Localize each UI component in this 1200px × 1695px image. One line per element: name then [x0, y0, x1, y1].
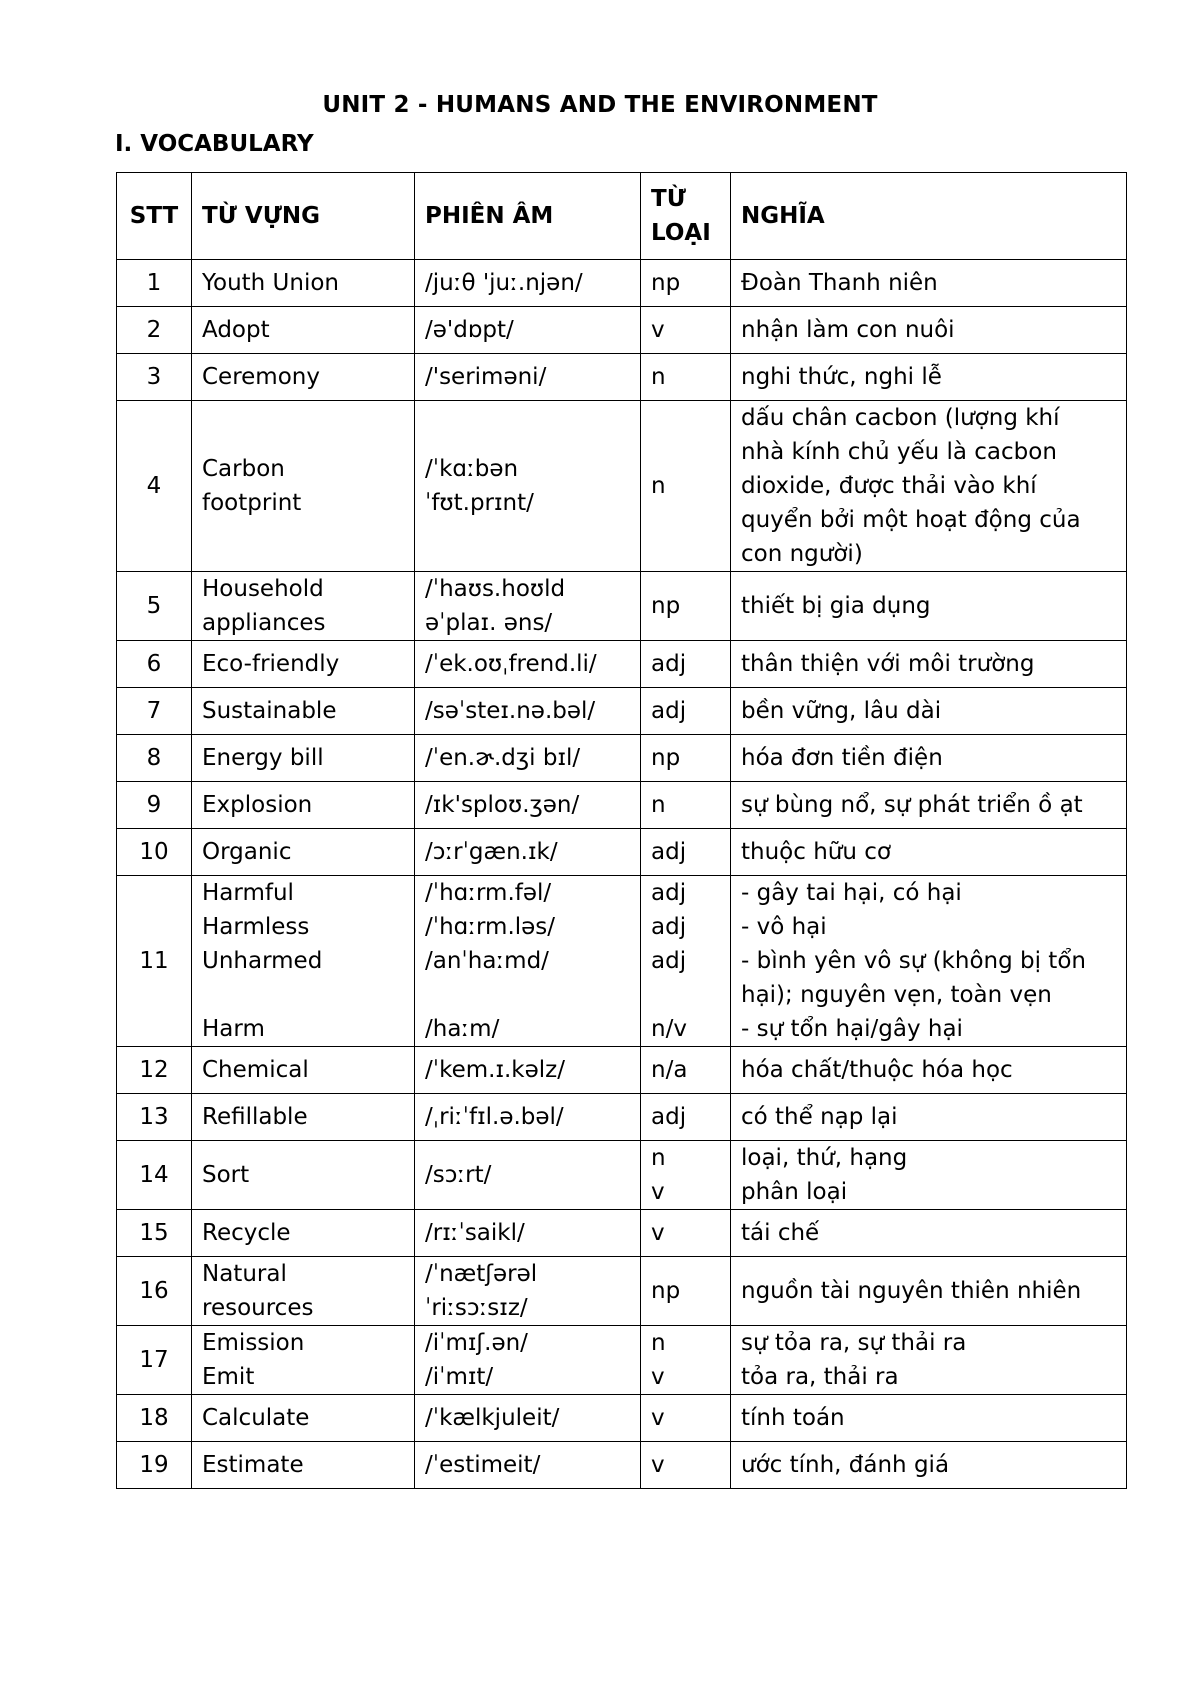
pos-line: n	[651, 1145, 666, 1171]
pos-line	[651, 978, 720, 1012]
word-line: Natural	[202, 1261, 287, 1287]
word-line: Adopt	[202, 317, 270, 343]
word-line: Eco-friendly	[202, 651, 340, 677]
meaning-line: bền vững, lâu dài	[741, 698, 942, 724]
ipa-line: /ɔːrˈgæn.ɪk/	[425, 839, 558, 865]
word-line	[202, 978, 404, 1012]
pos-cell	[641, 688, 731, 735]
ipa-line: /ˈek.oʊˌfrend.li/	[425, 651, 597, 677]
table-row	[117, 735, 1127, 782]
word-line: Harm	[202, 1016, 265, 1042]
meaning-line: sự tỏa ra, sự thải ra	[741, 1330, 967, 1356]
meaning-cell	[731, 735, 1127, 782]
meaning-line: quyển bởi một hoạt động của	[741, 507, 1081, 533]
word-line: Sort	[202, 1162, 250, 1188]
pos-line: np	[651, 270, 681, 296]
meaning-cell	[731, 1395, 1127, 1442]
ipa-cell	[415, 307, 641, 354]
pos-cell	[641, 1047, 731, 1094]
ipa-cell	[415, 782, 641, 829]
header-stt: STT	[117, 173, 192, 260]
meaning-line: nghi thức, nghi lễ	[741, 364, 942, 390]
word-cell	[192, 829, 415, 876]
word-line: footprint	[202, 490, 302, 516]
meaning-cell	[731, 572, 1127, 641]
stt-cell: 18	[117, 1395, 192, 1442]
word-line: Recycle	[202, 1220, 291, 1246]
pos-cell	[641, 1257, 731, 1326]
ipa-line: /iˈmɪʃ.ən/	[425, 1330, 528, 1356]
table-row	[117, 1395, 1127, 1442]
meaning-cell	[731, 876, 1127, 1047]
word-cell	[192, 1257, 415, 1326]
section-heading: I. VOCABULARY	[115, 131, 314, 157]
pos-line: adj	[651, 1104, 687, 1130]
pos-line: v	[651, 1364, 665, 1390]
table-row	[117, 829, 1127, 876]
ipa-line: ˈfʊt.prɪnt/	[425, 490, 534, 516]
ipa-line: /ˈhaʊs.hoʊld	[425, 576, 566, 602]
vocabulary-table	[116, 172, 1127, 1489]
table-row	[117, 876, 1127, 1047]
word-cell	[192, 688, 415, 735]
meaning-line: có thể nạp lại	[741, 1104, 898, 1130]
meaning-line: tỏa ra, thải ra	[741, 1364, 899, 1390]
pos-line: v	[651, 317, 665, 343]
stt-cell: 6	[117, 641, 192, 688]
header-meaning: NGHĨA	[731, 173, 1127, 260]
word-cell	[192, 572, 415, 641]
header-ipa: PHIÊN ÂM	[415, 173, 641, 260]
meaning-line: nhà kính chủ yếu là cacbon	[741, 439, 1057, 465]
word-cell	[192, 354, 415, 401]
pos-line: v	[651, 1220, 665, 1246]
meaning-line: sự bùng nổ, sự phát triển ồ ạt	[741, 792, 1083, 818]
pos-line: adj	[651, 880, 687, 906]
pos-line: n	[651, 364, 666, 390]
stt-cell: 16	[117, 1257, 192, 1326]
meaning-line: - vô hại	[741, 914, 827, 940]
pos-cell	[641, 641, 731, 688]
pos-cell	[641, 307, 731, 354]
stt-cell: 8	[117, 735, 192, 782]
pos-line: np	[651, 1278, 681, 1304]
pos-cell	[641, 782, 731, 829]
stt-cell: 13	[117, 1094, 192, 1141]
header-pos	[641, 173, 731, 260]
ipa-line: /ˈnætʃərəl	[425, 1261, 538, 1287]
ipa-cell	[415, 876, 641, 1047]
word-line: Ceremony	[202, 364, 320, 390]
ipa-line: /səˈsteɪ.nə.bəl/	[425, 698, 596, 724]
ipa-line: /ˈkem.ɪ.kəlz/	[425, 1057, 565, 1083]
stt-cell: 15	[117, 1210, 192, 1257]
word-cell	[192, 307, 415, 354]
word-line: Chemical	[202, 1057, 309, 1083]
word-cell	[192, 401, 415, 572]
meaning-line: - bình yên vô sự (không bị tổn	[741, 948, 1086, 974]
table-header-row	[117, 173, 1127, 260]
meaning-line: nguồn tài nguyên thiên nhiên	[741, 1278, 1082, 1304]
pos-line: v	[651, 1452, 665, 1478]
meaning-line: hại); nguyên vẹn, toàn vẹn	[741, 982, 1052, 1008]
word-line: Organic	[202, 839, 292, 865]
ipa-line: ˈriːsɔːsɪz/	[425, 1295, 528, 1321]
ipa-line: /anˈhaːmd/	[425, 948, 549, 974]
ipa-cell	[415, 688, 641, 735]
ipa-line: /ˈhɑːrm.fəl/	[425, 880, 552, 906]
word-cell	[192, 1326, 415, 1395]
pos-cell	[641, 260, 731, 307]
table-row	[117, 1326, 1127, 1395]
word-cell	[192, 1395, 415, 1442]
pos-cell	[641, 1326, 731, 1395]
table-row	[117, 354, 1127, 401]
meaning-cell	[731, 1442, 1127, 1489]
ipa-cell	[415, 572, 641, 641]
stt-cell: 4	[117, 401, 192, 572]
meaning-cell	[731, 1210, 1127, 1257]
stt-cell: 14	[117, 1141, 192, 1210]
pos-line: n	[651, 473, 666, 499]
meaning-line: hóa đơn tiền điện	[741, 745, 943, 771]
pos-line: adj	[651, 948, 687, 974]
ipa-line	[425, 978, 630, 1012]
ipa-cell	[415, 829, 641, 876]
pos-cell	[641, 1094, 731, 1141]
stt-cell: 11	[117, 876, 192, 1047]
table-row	[117, 1141, 1127, 1210]
table-row	[117, 307, 1127, 354]
ipa-cell	[415, 260, 641, 307]
meaning-line: nhận làm con nuôi	[741, 317, 955, 343]
word-cell	[192, 876, 415, 1047]
ipa-line: /iˈmɪt/	[425, 1364, 494, 1390]
word-line: appliances	[202, 610, 326, 636]
word-cell	[192, 1141, 415, 1210]
ipa-cell	[415, 1210, 641, 1257]
meaning-line: - sự tổn hại/gây hại	[741, 1016, 963, 1042]
meaning-cell	[731, 1257, 1127, 1326]
meaning-cell	[731, 354, 1127, 401]
word-line: Youth Union	[202, 270, 340, 296]
meaning-line: ước tính, đánh giá	[741, 1452, 950, 1478]
meaning-line: thân thiện với môi trường	[741, 651, 1035, 677]
pos-cell	[641, 1210, 731, 1257]
ipa-line: /'seriməni/	[425, 364, 547, 390]
word-line: Energy bill	[202, 745, 324, 771]
stt-cell: 7	[117, 688, 192, 735]
ipa-line: /ˈhɑːrm.ləs/	[425, 914, 556, 940]
word-line: Harmless	[202, 914, 310, 940]
pos-line: adj	[651, 914, 687, 940]
pos-line: n	[651, 792, 666, 818]
pos-cell	[641, 876, 731, 1047]
ipa-cell	[415, 354, 641, 401]
stt-cell: 2	[117, 307, 192, 354]
table-row	[117, 1094, 1127, 1141]
ipa-line: /ˈen.ɚ.dʒi bɪl/	[425, 745, 581, 771]
word-cell	[192, 782, 415, 829]
ipa-line: /juːθ 'juː.njən/	[425, 270, 583, 296]
stt-cell: 17	[117, 1326, 192, 1395]
ipa-cell	[415, 1326, 641, 1395]
pos-line: adj	[651, 698, 687, 724]
meaning-line: phân loại	[741, 1179, 848, 1205]
ipa-line: /ˈkɑːbən	[425, 456, 519, 482]
word-line: Emit	[202, 1364, 255, 1390]
meaning-cell	[731, 829, 1127, 876]
meaning-line: thiết bị gia dụng	[741, 593, 931, 619]
meaning-cell	[731, 688, 1127, 735]
ipa-line: /rɪːˈsaikl/	[425, 1220, 525, 1246]
word-cell	[192, 1047, 415, 1094]
word-line: Household	[202, 576, 324, 602]
ipa-cell	[415, 641, 641, 688]
ipa-cell	[415, 1094, 641, 1141]
meaning-cell	[731, 260, 1127, 307]
pos-line: n/a	[651, 1057, 688, 1083]
meaning-line: tái chế	[741, 1220, 820, 1246]
ipa-line: /ˈkælkjuleit/	[425, 1405, 560, 1431]
header-pos-line: LOẠI	[651, 220, 711, 246]
table-row	[117, 688, 1127, 735]
word-line: Estimate	[202, 1452, 304, 1478]
meaning-line: dioxide, được thải vào khí	[741, 473, 1037, 499]
table-row	[117, 1210, 1127, 1257]
table-row	[117, 641, 1127, 688]
word-line: Explosion	[202, 792, 313, 818]
ipa-cell	[415, 1442, 641, 1489]
word-cell	[192, 260, 415, 307]
word-line: resources	[202, 1295, 314, 1321]
meaning-line: loại, thứ, hạng	[741, 1145, 908, 1171]
ipa-line: /ə'dɒpt/	[425, 317, 514, 343]
meaning-line: thuộc hữu cơ	[741, 839, 891, 865]
stt-cell: 12	[117, 1047, 192, 1094]
table-row	[117, 782, 1127, 829]
word-cell	[192, 1442, 415, 1489]
stt-cell: 5	[117, 572, 192, 641]
ipa-line: əˈplaɪ. əns/	[425, 610, 553, 636]
pos-cell	[641, 1442, 731, 1489]
ipa-line: /ˌriːˈfɪl.ə.bəl/	[425, 1104, 564, 1130]
stt-cell: 9	[117, 782, 192, 829]
pos-cell	[641, 1141, 731, 1210]
meaning-cell	[731, 401, 1127, 572]
ipa-line: /ɪk'sploʊ.ʒən/	[425, 792, 580, 818]
pos-cell	[641, 829, 731, 876]
stt-cell: 19	[117, 1442, 192, 1489]
table-row	[117, 401, 1127, 572]
stt-cell: 3	[117, 354, 192, 401]
meaning-line: dấu chân cacbon (lượng khí	[741, 405, 1060, 431]
table-row	[117, 1257, 1127, 1326]
ipa-line: /ˈestimeit/	[425, 1452, 541, 1478]
meaning-line: tính toán	[741, 1405, 845, 1431]
meaning-cell	[731, 1047, 1127, 1094]
pos-line: adj	[651, 839, 687, 865]
table-row	[117, 260, 1127, 307]
document-title: UNIT 2 - HUMANS AND THE ENVIRONMENT	[322, 92, 878, 118]
pos-cell	[641, 735, 731, 782]
meaning-line: hóa chất/thuộc hóa học	[741, 1057, 1013, 1083]
meaning-cell	[731, 782, 1127, 829]
pos-cell	[641, 1395, 731, 1442]
meaning-line: con người)	[741, 541, 863, 567]
stt-cell: 10	[117, 829, 192, 876]
word-cell	[192, 735, 415, 782]
pos-line: np	[651, 593, 681, 619]
meaning-cell	[731, 1094, 1127, 1141]
ipa-line: /sɔːrt/	[425, 1162, 492, 1188]
header-pos-line: TỪ	[651, 186, 686, 212]
meaning-line: Đoàn Thanh niên	[741, 270, 938, 296]
pos-line: n/v	[651, 1016, 687, 1042]
ipa-cell	[415, 401, 641, 572]
word-line: Carbon	[202, 456, 285, 482]
word-line: Calculate	[202, 1405, 310, 1431]
meaning-cell	[731, 1326, 1127, 1395]
pos-line: v	[651, 1405, 665, 1431]
table-row	[117, 1442, 1127, 1489]
word-cell	[192, 1210, 415, 1257]
pos-cell	[641, 572, 731, 641]
word-cell	[192, 641, 415, 688]
ipa-cell	[415, 1047, 641, 1094]
word-cell	[192, 1094, 415, 1141]
word-line: Unharmed	[202, 948, 323, 974]
pos-line: n	[651, 1330, 666, 1356]
meaning-cell	[731, 641, 1127, 688]
stt-cell: 1	[117, 260, 192, 307]
word-line: Refillable	[202, 1104, 308, 1130]
meaning-cell	[731, 1141, 1127, 1210]
pos-cell	[641, 401, 731, 572]
pos-line: np	[651, 745, 681, 771]
header-word: TỪ VỰNG	[192, 173, 415, 260]
meaning-cell	[731, 307, 1127, 354]
meaning-line: - gây tai hại, có hại	[741, 880, 962, 906]
ipa-cell	[415, 1395, 641, 1442]
word-line: Sustainable	[202, 698, 337, 724]
pos-cell	[641, 354, 731, 401]
table-row	[117, 572, 1127, 641]
ipa-cell	[415, 735, 641, 782]
table-row	[117, 1047, 1127, 1094]
ipa-line: /haːm/	[425, 1016, 500, 1042]
ipa-cell	[415, 1141, 641, 1210]
ipa-cell	[415, 1257, 641, 1326]
pos-line: adj	[651, 651, 687, 677]
word-line: Harmful	[202, 880, 294, 906]
pos-line: v	[651, 1179, 665, 1205]
word-line: Emission	[202, 1330, 305, 1356]
